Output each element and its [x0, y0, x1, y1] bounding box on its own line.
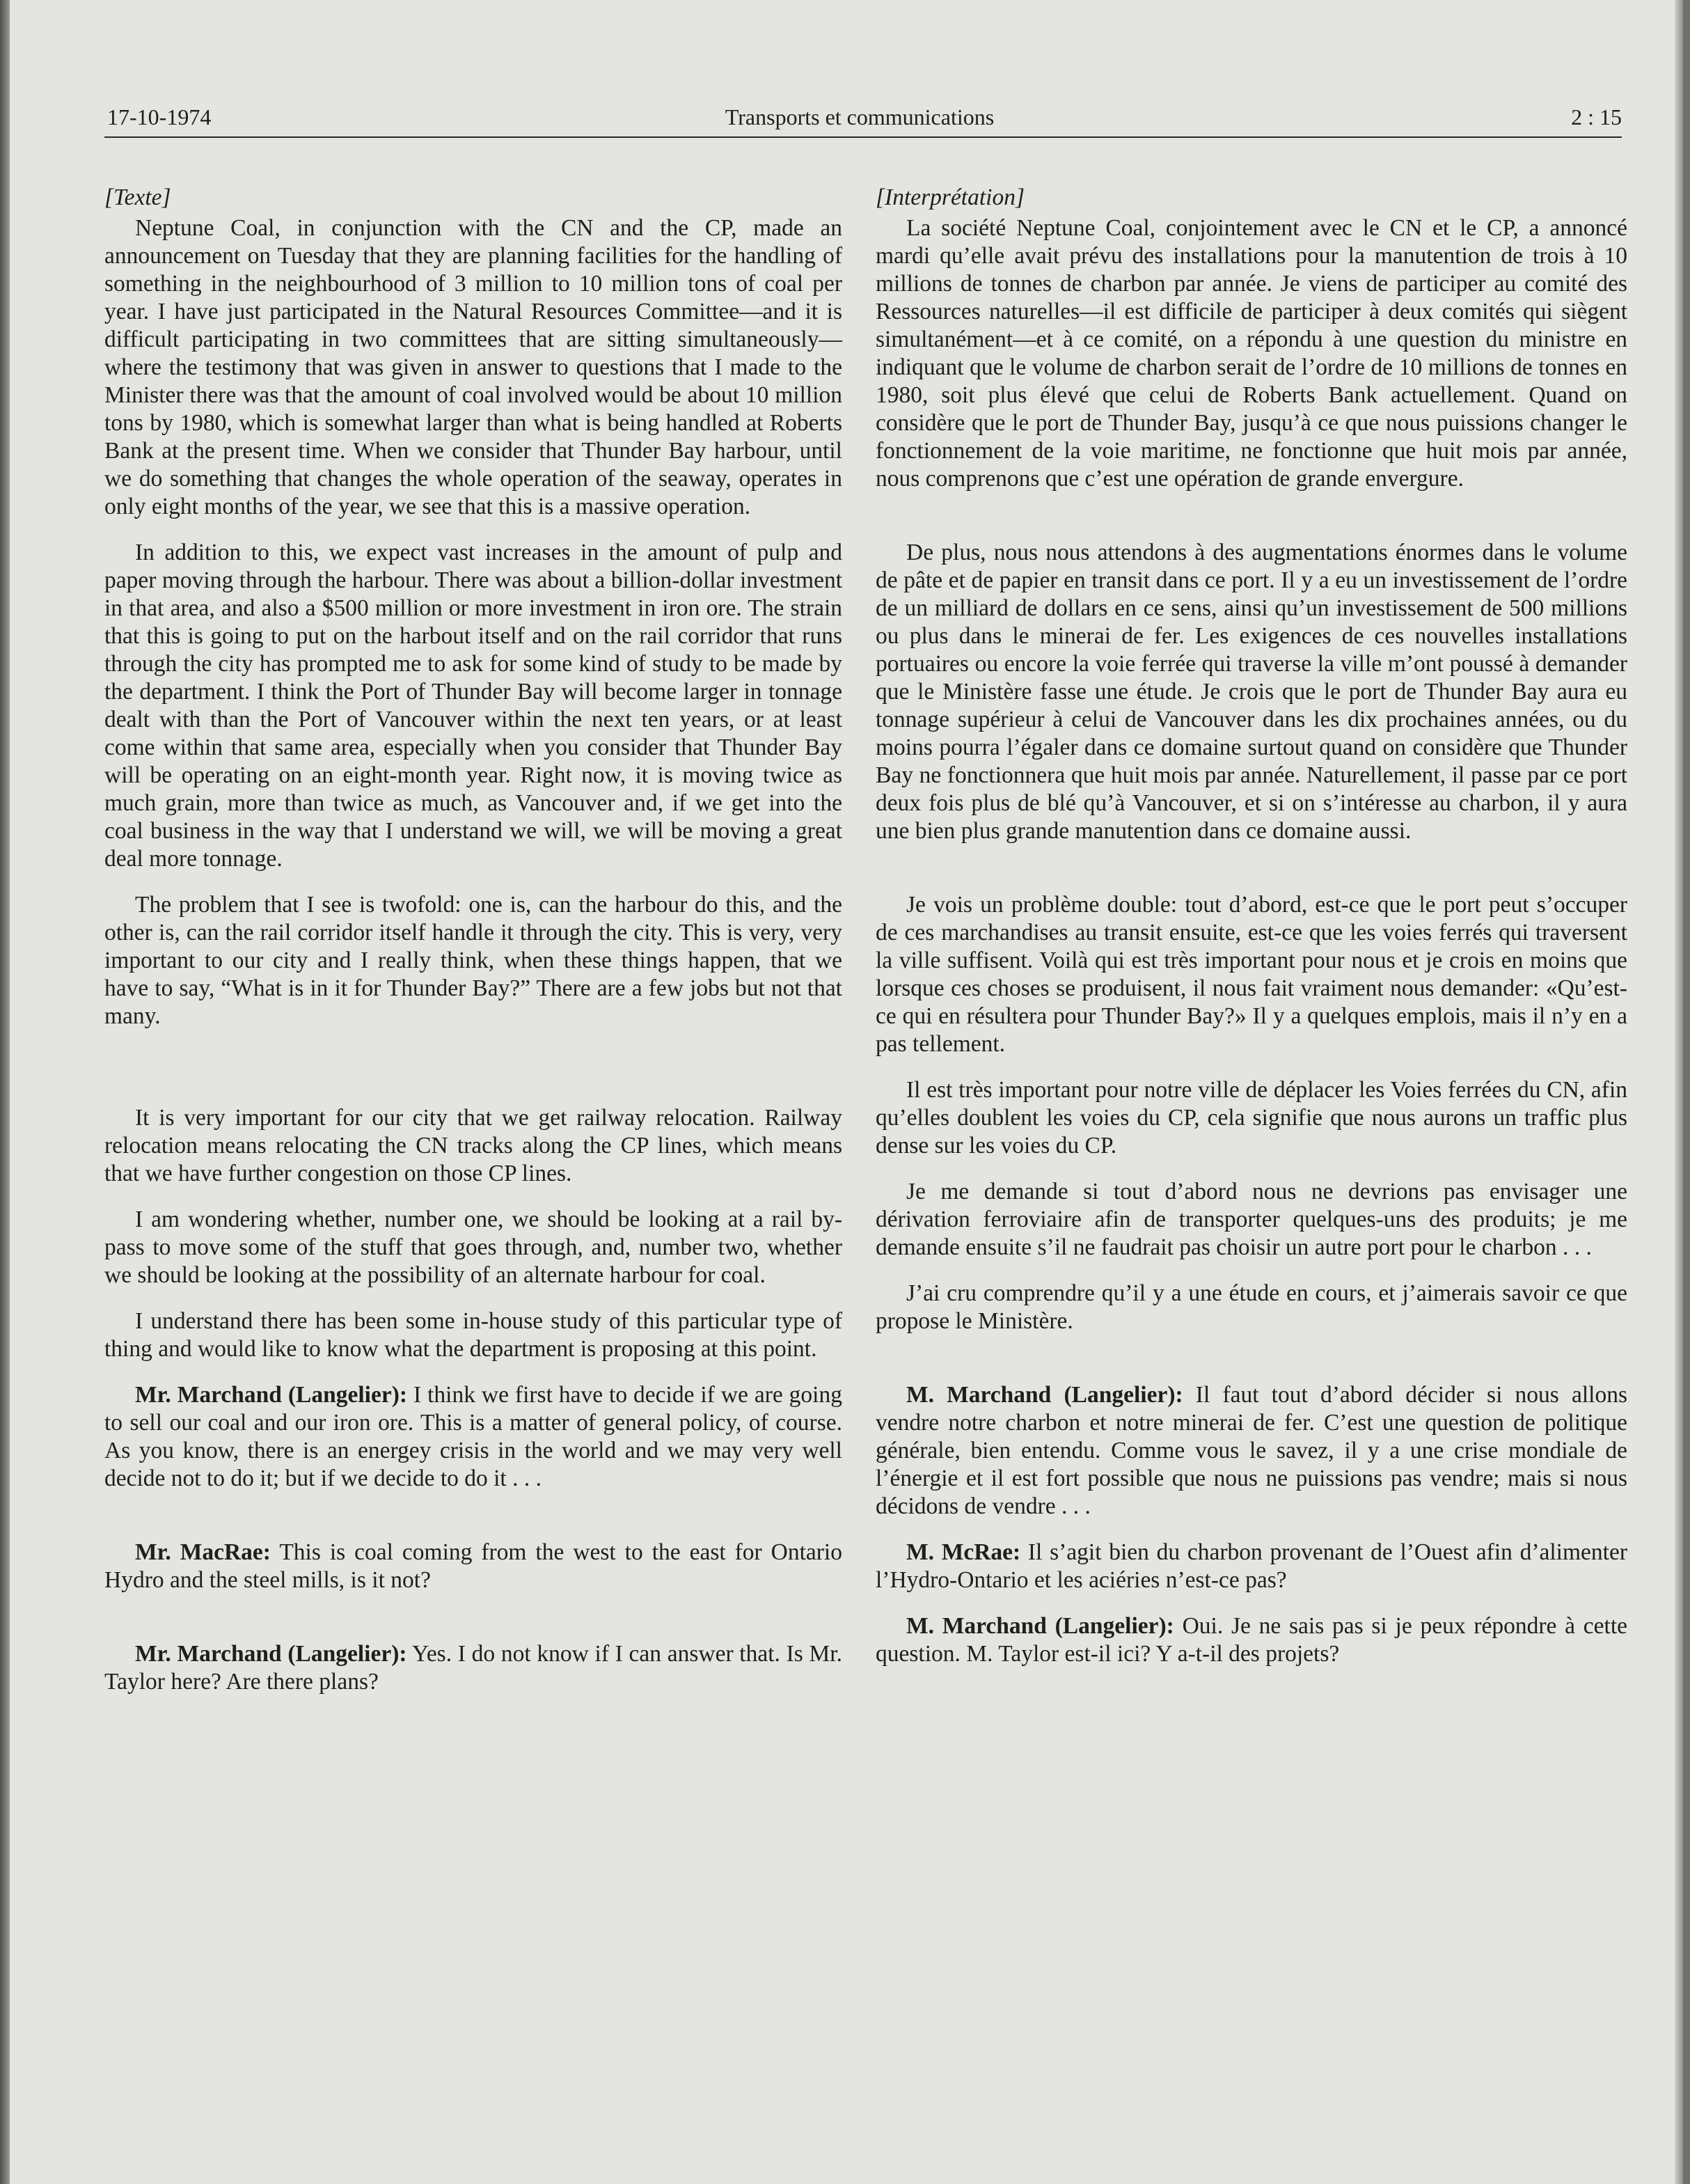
speaker-paragraph	[876, 1612, 1627, 1668]
language-tag: [Texte]	[104, 184, 171, 210]
paragraph: In addition to this, we expect vast increases in the amount of pulp and paper moving through the harbour. There was about a billion-dollar investment in that area, and also a $500 million or more investment in iron ore. The strain that this is going to put on the harbout itself and on the rail corridor that runs through the city has prompted me to ask for some kind of study to be made by the department. I think the Port of Thunder Bay will become larger in tonnage dealt with than the Port of Vancouver within the next ten years, or at least come within that same area, especially when you consider that Thunder Bay will be operating on an eight-month year. Right now, it is moving twice as much grain, more than twice as much, as Vancouver and, if we get into the coal business in the way that I understand we will, we will be moving a great deal more tonnage.	[104, 540, 842, 872]
paragraph: The problem that I see is twofold: one is, can the harbour do this, and the other is, can the rail corridor itself handle it through the city. This is very, very important to our city and I really think, when these things happen, that we have to say, “What is in it for Thunder Bay?” There are a few jobs but not that many.	[104, 892, 842, 1029]
scan-left-edge	[0, 0, 10, 2184]
paragraph: I am wondering whether, number one, we should be looking at a rail by-pass to move some of the stuff that goes through, and, number two, whether we should be looking at the possibility of an alternate harbour for coal.	[104, 1207, 842, 1288]
speaker-paragraph	[876, 1381, 1627, 1521]
paragraph: J’ai cru comprendre qu’il y a une étude en cours, et j’aimerais savoir ce que propose le Ministère.	[876, 1280, 1627, 1334]
paragraph: Je me demande si tout d’abord nous ne devrions pas envisager une dérivation ferroviaire afin de transporter quelques-uns des produits; je me demande ensuite s’il ne faudrait pas choisir un autre port pour le charbon . . .	[876, 1179, 1627, 1260]
speaker-text: Il faut tout d’abord décider si nous allons vendre notre charbon et notre minerai de fer. C’est une question de politique générale, bien entendu. Comme vous le savez, il y a une crise mondiale de l’énergie et il est fort possible que nous ne puissions pas vendre; mais si nous décidons de vendre . . .	[876, 1382, 1628, 1519]
speaker-text: This is coal coming from the west to the east for Ontario Hydro and the steel mills, is it not?	[104, 1539, 842, 1593]
paragraph: De plus, nous nous attendons à des augmentations énormes dans le volume de pâte et de papier en transit dans ce port. Il y a eu un investissement de l’ordre de un milliard de dollars en ce sens, ainsi qu’un investissement de 500 millions ou plus dans le minerai de fer. Les exigences de ces nouvelles installations portuaires ou encore la voie ferrée qui traverse la ville m’ont poussé à demander que le Ministère fasse une étude. Je crois que le port de Thunder Bay aura eu tonnage supérieur à celui de Vancouver dans les dix prochaines années, ou du moins pourra l’égaler dans ce domaine surtout quand on considère que Thunder Bay ne fonctionnera que huit mois par année. Naturellement, il passe par ce port deux fois plus de blé qu’à Vancouver, et si on s’intéresse au charbon, il y aura une bien plus grande manutention dans ce domaine aussi.	[876, 540, 1627, 844]
speaker-paragraph	[104, 1381, 842, 1493]
speaker-name: Mr. MacRae:	[135, 1539, 271, 1565]
speaker-name: Mr. Marchand (Langelier):	[135, 1382, 408, 1408]
paragraph: It is very important for our city that we get railway relocation. Railway relocation means relocating the CN tracks along the CP lines, which means that we have further congestion on those CP lines.	[104, 1105, 842, 1186]
paragraph: Neptune Coal, in conjunction with the CN and the CP, made an announcement on Tuesday that they are planning facilities for the handling of something in the neighbourhood of 3 million to 10 million tons of coal per year. I have just participated in the Natural Resources Committee—and it is difficult participating in two committees that are sitting simultaneously—where the testimony that was given in answer to questions that I made to the Minister there was that the amount of coal involved would be about 10 million tons by 1980, which is somewhat larger than what is being handled at Roberts Bank at the present time. When we consider that Thunder Bay harbour, until we do something that changes the whole operation of the seaway, operates in only eight months of the year, we see that this is a massive operation.	[104, 215, 842, 519]
speaker-name: M. Marchand (Langelier):	[906, 1382, 1183, 1408]
speaker-text: Il s’agit bien du charbon provenant de l’Ouest afin d’alimenter l’Hydro-Ontario et les aciéries n’est-ce pas?	[876, 1539, 1627, 1593]
speaker-name: Mr. Marchand (Langelier):	[135, 1641, 407, 1667]
running-header	[97, 104, 1622, 136]
speaker-paragraph	[104, 1539, 842, 1594]
paragraph: Je vois un problème double: tout d’abord, est-ce que le port peut s’occuper de ces marchandises au transit ensuite, est-ce que les voies ferrés qui traversent la ville suffisent. Voilà qui est très important pour nous et je crois en moins que lorsque ces choses se produisent, il nous fait vraiment nous demander: «Qu’est-ce qui en résultera pour Thunder Bay?» Il y a quelques emplois, mais il n’y en a pas tellement.	[876, 892, 1627, 1057]
paragraph: Il est très important pour notre ville de déplacer les Voies ferrées du CN, afin qu’elles doublent les voies du CP, cela signifie que nous aurons un traffic plus dense sur les voies du CP.	[876, 1077, 1627, 1158]
language-tag: [Interprétation]	[876, 184, 1025, 210]
speaker-paragraph	[876, 1539, 1627, 1594]
speaker-name: M. McRae:	[906, 1539, 1021, 1565]
speaker-text: Yes. I do not know if I can answer that. Is Mr. Taylor here? Are there plans?	[104, 1641, 842, 1695]
scan-right-edge	[1675, 0, 1683, 2184]
french-column	[876, 184, 1627, 1668]
speaker-paragraph	[104, 1640, 842, 1696]
english-column	[104, 184, 842, 1696]
header-title: Transports et communications	[725, 104, 995, 129]
header-page-number: 2 : 15	[1571, 104, 1622, 129]
speaker-name: M. Marchand (Langelier):	[906, 1613, 1174, 1639]
paragraph: I understand there has been some in-house study of this particular type of thing and would like to know what the department is proposing at this point.	[104, 1308, 842, 1362]
header-date: 17-10-1974	[107, 104, 212, 129]
speaker-text: I think we first have to decide if we are going to sell our coal and our iron ore. This is a matter of general policy, of course. As you know, there is an energey crisis in the world and we may very well decide not to do it; but if we decide to do it . . .	[104, 1382, 842, 1491]
paragraph: La société Neptune Coal, conjointement avec le CN et le CP, a annoncé mardi qu’elle avait prévu des installations pour la manutention de trois à 10 millions de tonnes de charbon par année. Je viens de participer au comité des Ressources naturelles—il est difficile de participer à deux comités qui siègent simultanément—et à ce comité, on a répondu à une question du ministre en indiquant que le volume de charbon serait de l’ordre de 10 millions de tonnes en 1980, soit plus élevé que celui de Roberts Bank actuellement. Quand on considère que le port de Thunder Bay, jusqu’à ce que nous puissions changer le fonctionnement de la voie maritime, ne fonctionne que huit mois par année, nous comprenons que c’est une opération de grande envergure.	[876, 215, 1627, 492]
speaker-text: Oui. Je ne sais pas si je peux répondre à cette question. M. Taylor est-il ici? Y a-t-il des projets?	[876, 1613, 1627, 1667]
header-rule	[104, 136, 1622, 138]
